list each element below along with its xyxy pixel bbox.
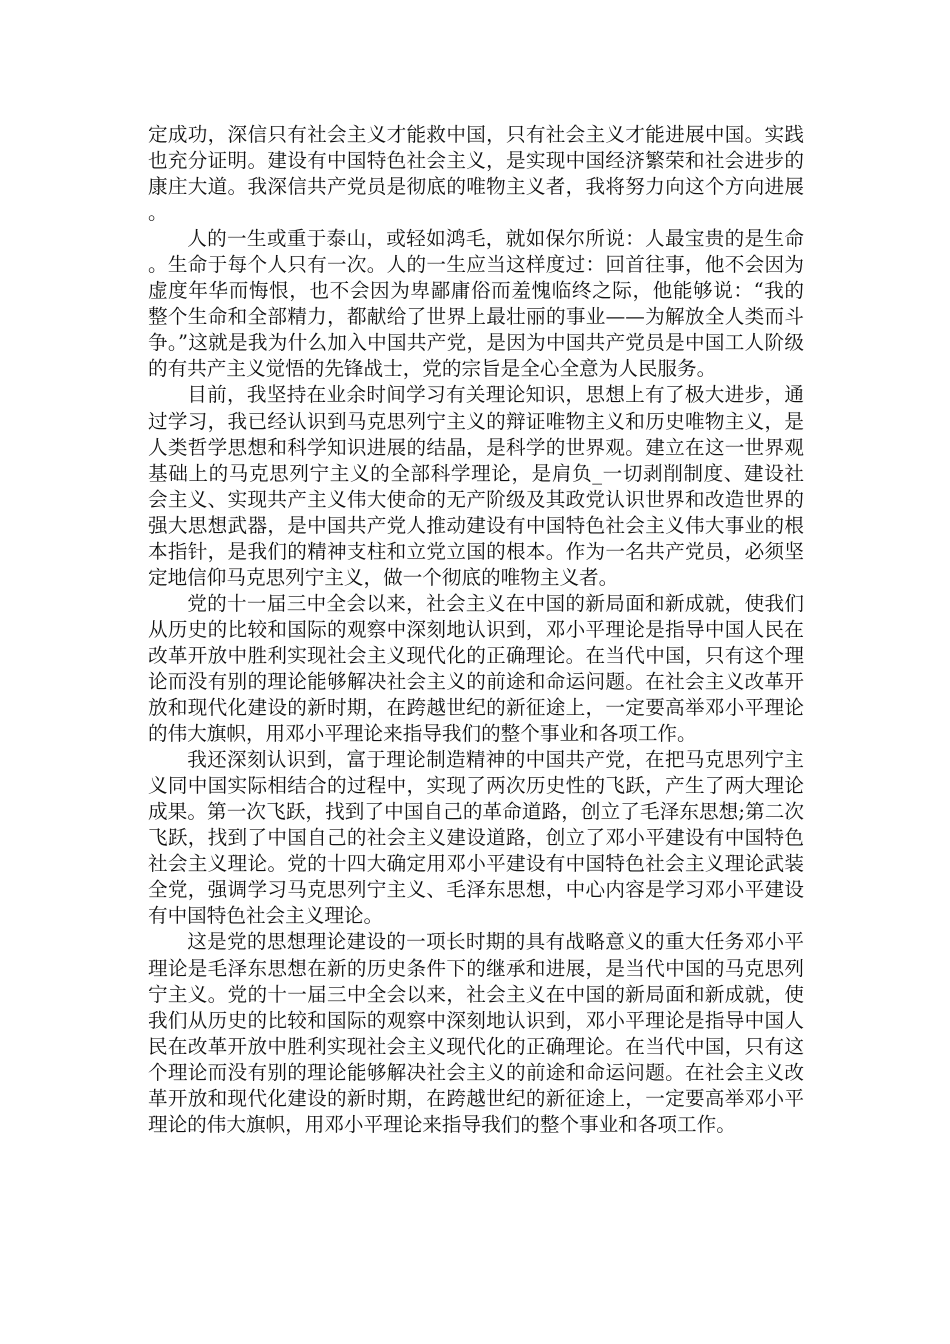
paragraph-2: 人的一生或重于泰山，或轻如鸿毛，就如保尔所说：人最宝贵的是生命。生命于每个人只有一次。人的一生应当这样度过：回首往事，他不会因为虚度年华而悔恨，也不会因为卑鄙庸俗而羞愧临终之际，他能够说：“我的整个生命和全部精力，都献给了世界上最壮丽的事业——为解放全人类而斗争。”这就是我为什么加入中国共产党，是因为中国共产党员是中国工人阶级的有共产主义觉悟的先锋战士，党的宗旨是全心全意为人民服务。: [148, 227, 804, 381]
paragraph-1: 定成功，深信只有社会主义才能救中国，只有社会主义才能进展中国。实践也充分证明。建设有中国特色社会主义，是实现中国经济繁荣和社会进步的康庄大道。我深信共产党员是彻底的唯物主义者，我将努力向这个方向进展。: [148, 123, 804, 225]
paragraph-5: 我还深刻认识到，富于理论制造精神的中国共产党，在把马克思列宁主义同中国实际相结合的过程中，实现了两次历史性的飞跃，产生了两大理论成果。第一次飞跃，找到了中国自己的革命道路，创立了毛泽东思想;第二次飞跃，找到了中国自己的社会主义建设道路，创立了邓小平建设有中国特色社会主义理论。党的十四大确定用邓小平建设有中国特色社会主义理论武装全党，强调学习马克思列宁主义、毛泽东思想，中心内容是学习邓小平建设有中国特色社会主义理论。: [148, 748, 804, 928]
paragraph-6: 这是党的思想理论建设的一项长时期的具有战略意义的重大任务邓小平理论是毛泽东思想在新的历史条件下的继承和进展，是当代中国的马克思列宁主义。党的十一届三中全会以来，社会主义在中国的新局面和新成就，使我们从历史的比较和国际的观察中深刻地认识到，邓小平理论是指导中国人民在改革开放中胜利实现社会主义现代化的正确理论。在当代中国，只有这个理论而没有别的理论能够解决社会主义的前途和命运问题。在社会主义改革开放和现代化建设的新时期，在跨越世纪的新征途上，一定要高举邓小平理论的伟大旗帜，用邓小平理论来指导我们的整个事业和各项工作。: [148, 930, 804, 1136]
paragraph-3: 目前，我坚持在业余时间学习有关理论知识，思想上有了极大进步，通过学习，我已经认识到马克思列宁主义的辩证唯物主义和历史唯物主义，是人类哲学思想和科学知识进展的结晶，是科学的世界观。建立在这一世界观基础上的马克思列宁主义的全部科学理论，是肩负_一切剥削制度、建设社会主义、实现共产主义伟大使命的无产阶级及其政党认识世界和改造世界的强大思想武器，是中国共产党人推动建设有中国特色社会主义伟大事业的根本指针，是我们的精神支柱和立党立国的根本。作为一名共产党员，必须坚定地信仰马克思列宁主义，做一个彻底的唯物主义者。: [148, 383, 804, 589]
document-body: [148, 122, 804, 1138]
paragraph-4: 党的十一届三中全会以来，社会主义在中国的新局面和新成就，使我们从历史的比较和国际的观察中深刻地认识到，邓小平理论是指导中国人民在改革开放中胜利实现社会主义现代化的正确理论。在当代中国，只有这个理论而没有别的理论能够解决社会主义的前途和命运问题。在社会主义改革开放和现代化建设的新时期，在跨越世纪的新征途上，一定要高举邓小平理论的伟大旗帜，用邓小平理论来指导我们的整个事业和各项工作。: [148, 591, 804, 746]
